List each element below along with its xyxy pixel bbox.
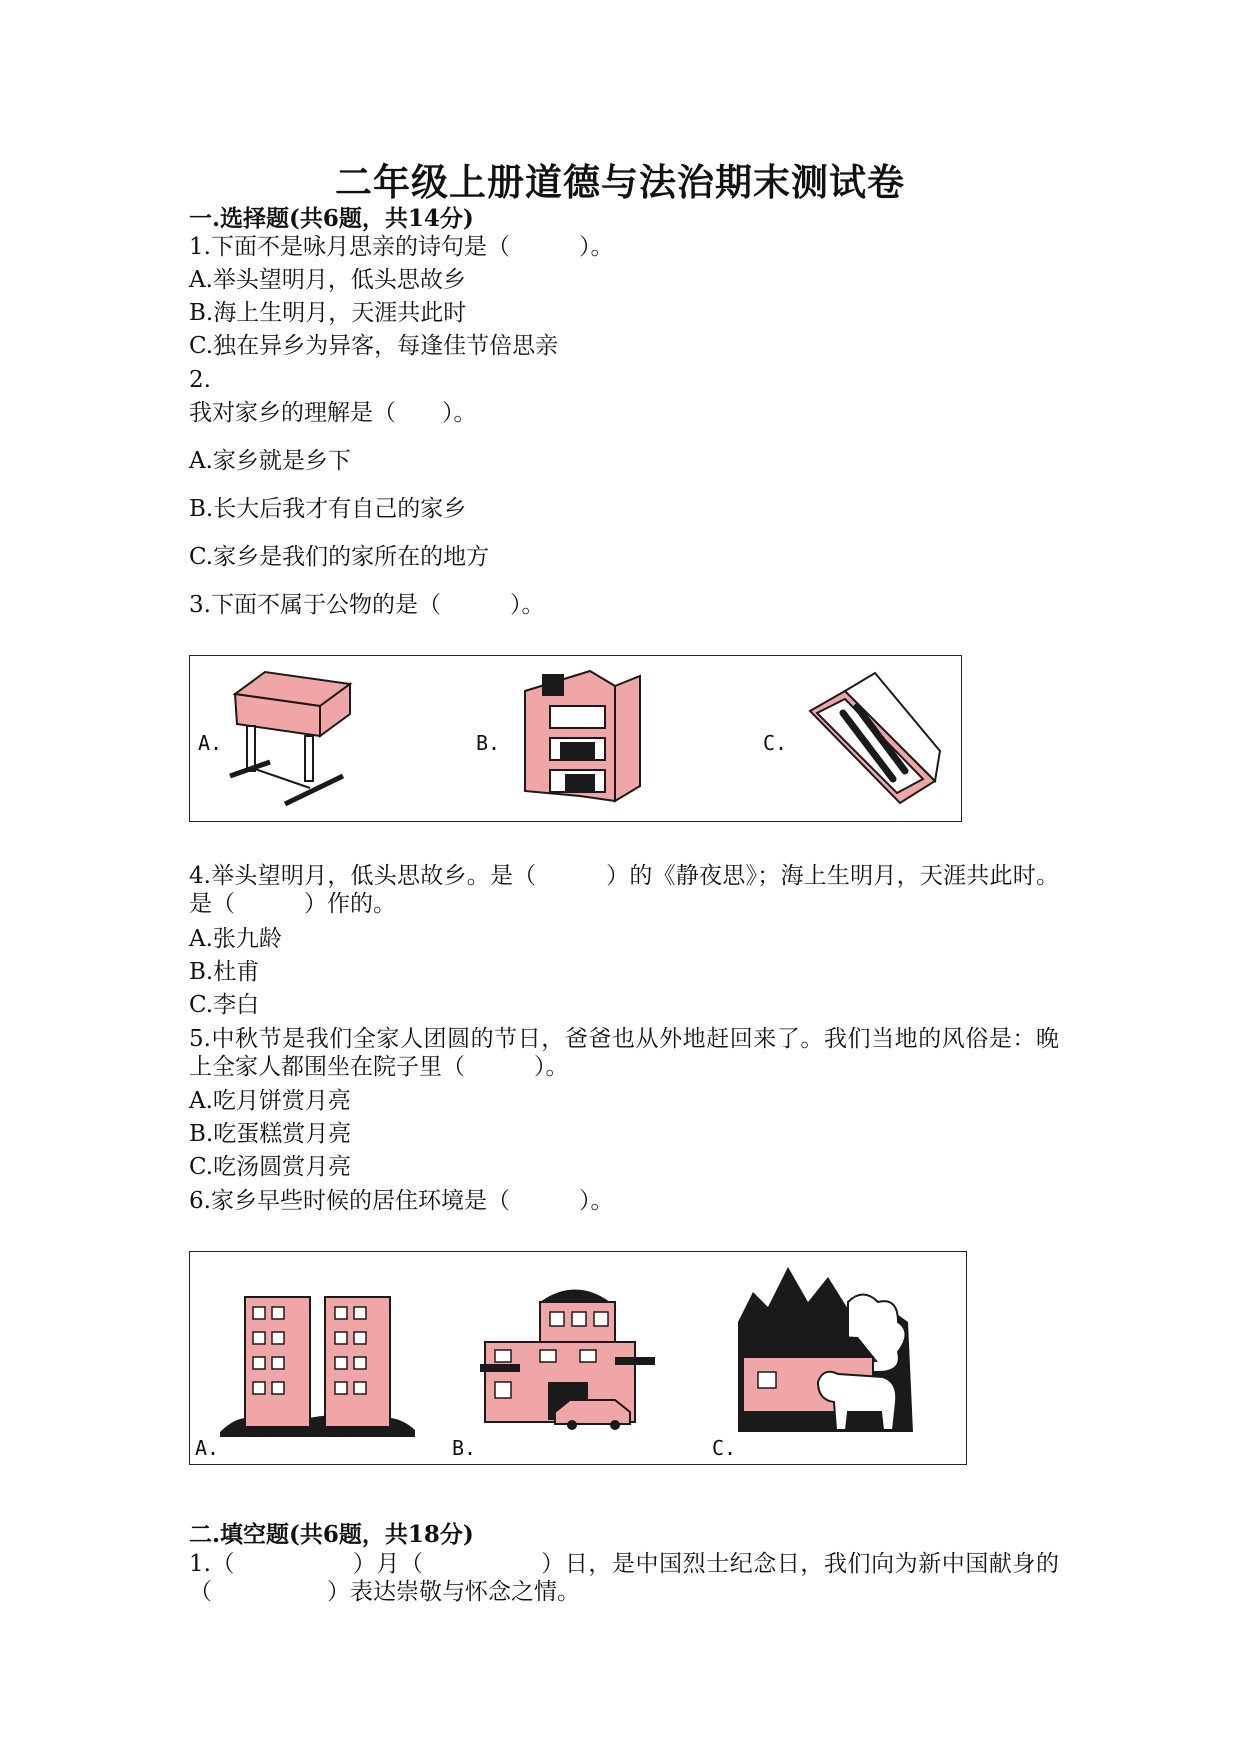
q2-option-b: B.长大后我才有自己的家乡 — [189, 496, 467, 522]
q6-label-b: B. — [452, 1436, 477, 1460]
q3-stem: 3.下面不属于公物的是（ ）。 — [189, 592, 545, 618]
q5-option-b: B.吃蛋糕赏月亮 — [189, 1121, 352, 1147]
q1-option-a: A.举头望明月，低头思故乡 — [189, 267, 466, 293]
fill-q1-stem: 1.（ ）月（ ）日，是中国烈士纪念日，我们向为新中国献身的（ ）表达崇敬与怀念之情。 — [189, 1551, 1059, 1605]
q6-stem: 6.家乡早些时候的居住环境是（ ）。 — [189, 1188, 614, 1214]
q6-figure — [189, 1251, 967, 1465]
q5-option-c: C.吃汤圆赏月亮 — [189, 1154, 352, 1180]
page-title: 二年级上册道德与法治期末测试卷 — [335, 160, 905, 204]
villa-with-car-image — [480, 1282, 660, 1437]
q2-stem: 我对家乡的理解是（ ）。 — [189, 400, 477, 426]
q4-option-c: C.李白 — [189, 992, 260, 1018]
q3-figure — [189, 655, 962, 822]
section1-heading: 一.选择题(共6题，共14分) — [189, 205, 474, 232]
q6-label-a: A. — [195, 1436, 220, 1460]
q2-option-a: A.家乡就是乡下 — [189, 448, 351, 474]
q2-number: 2. — [189, 367, 211, 393]
high-rise-buildings-image — [220, 1292, 420, 1442]
q4-option-a: A.张九龄 — [189, 926, 282, 952]
q3-label-c: C. — [763, 731, 788, 755]
q3-label-a: A. — [198, 731, 223, 755]
q5-option-a: A.吃月饼赏月亮 — [189, 1088, 351, 1114]
pencil-case-image — [805, 671, 945, 811]
q6-label-c: C. — [712, 1436, 737, 1460]
section2-heading: 二.填空题(共6题，共18分) — [189, 1521, 474, 1548]
q1-option-c: C.独在异乡为异客，每逢佳节倍思亲 — [189, 333, 559, 359]
q1-stem: 1.下面不是咏月思亲的诗句是（ ）。 — [189, 234, 614, 260]
q4-option-b: B.杜甫 — [189, 959, 260, 985]
q5-stem: 5.中秋节是我们全家人团圆的节日，爸爸也从外地赶回来了。我们当地的风俗是：晚上全家人都围坐在院子里（ ）。 — [189, 1026, 1059, 1080]
school-desk-image — [225, 664, 355, 814]
q2-option-c: C.家乡是我们的家所在的地方 — [189, 544, 490, 570]
q1-option-b: B.海上生明月，天涯共此时 — [189, 300, 467, 326]
q3-label-b: B. — [476, 731, 501, 755]
farmhouse-with-cow-image — [738, 1262, 918, 1437]
q4-stem: 4.举头望明月，低头思故乡。是（ ）的《静夜思》；海上生明月，天涯共此时。是（ ）作的。 — [189, 863, 1059, 917]
bookshelf-image — [520, 666, 650, 806]
